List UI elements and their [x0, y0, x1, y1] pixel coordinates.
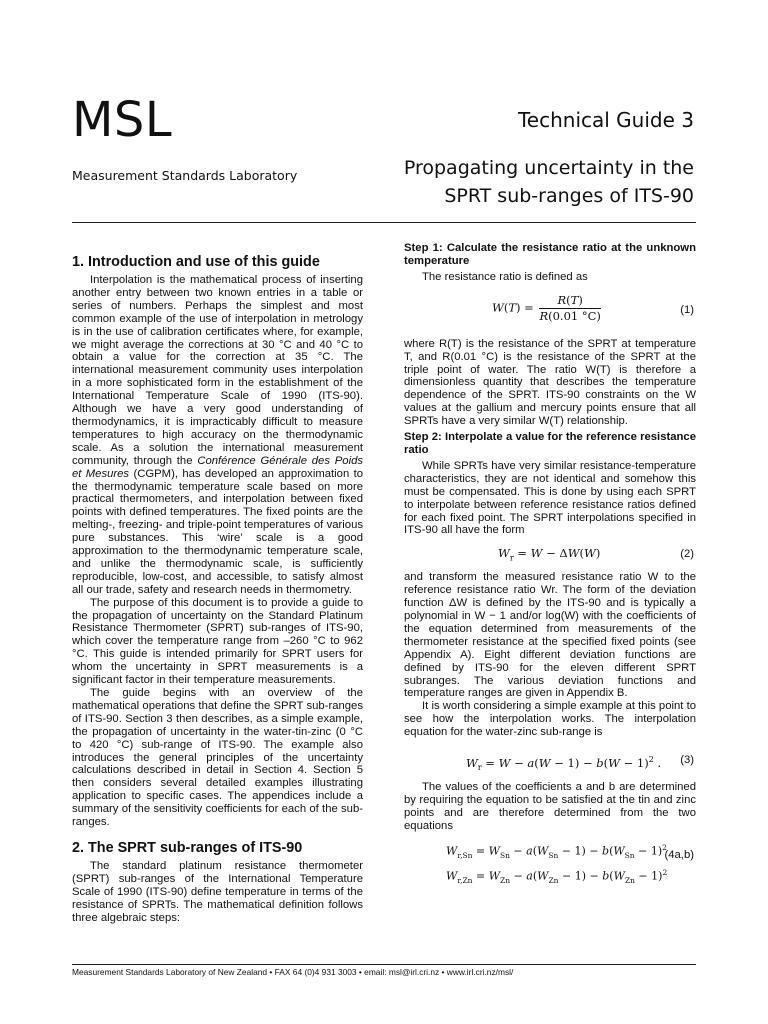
section-1-heading: 1. Introduction and use of this guide	[72, 254, 320, 270]
title-line-2: SPRT sub-ranges of ITS-90	[444, 185, 694, 207]
organization-name: Measurement Standards Laboratory	[72, 168, 298, 183]
step-1-explanation: where R(T) is the resistance of the SPRT at temperature T, and R(0.01 °C) is the resistance of the SPRT at the triple point of water. The ratio W(T) is therefore a dimensionless quantity that describes the temperature dependence of the SPRT. ITS-90 constraints on the W values at the gallium and mercury points ensure that all SPRTs have a very similar W(T) relationship.	[404, 337, 696, 428]
step-2-paragraph-3: It is worth considering a simple example at this point to see how the interpolation works. The interpolation equation for the water-zinc sub-range is	[404, 700, 696, 739]
equation-2: $W_r = W - \Delta W(W)$ (2)	[498, 546, 694, 563]
intro-paragraph-2: The purpose of this document is to provide a guide to the propagation of uncertainty on the Standard Platinum Resistance Thermometer (SPRT) sub-ranges of ITS-90, which cover the temperature range from –260 °C to 962 °C. This guide is intended primarily for SPRT users for whom the uncertainty in SPRT measurements is a significant factor in their temperature measurements.	[72, 596, 363, 687]
intro-paragraph-3: The guide begins with an overview of the mathematical operations that define the SPRT sub-ranges of ITS-90. Section 3 then describes, as a simple example, the propagation of uncertainty in the water-tin-zinc (0 °C to 420 °C) sub-range of ITS-90. The example also introduces the general principles of the uncertainty calculations described in detail in Section 4. Section 5 then considers several detailed examples illustrating application to specific cases. The appendices include a summary of the sensitivity coefficients for each of the sub-ranges.	[72, 687, 363, 829]
left-column	[72, 254, 363, 925]
msl-logo: MSL	[72, 92, 173, 148]
guide-label: Technical Guide 3	[517, 108, 694, 132]
footer-contact: Measurement Standards Laboratory of New Zealand • FAX 64 (0)4 931 3003 • email: msl@irl.cri.nz • www.irl.cri.nz/msl/	[72, 967, 514, 977]
equation-2-number: (2)	[680, 548, 694, 561]
title-line-1: Propagating uncertainty in the	[403, 157, 694, 179]
equation-4-number: (4a,b)	[664, 848, 694, 861]
section-2-paragraph: The standard platinum resistance thermometer (SPRT) sub-ranges of the International Temperature Scale of 1990 (ITS-90) define temperature in terms of the resistance of SPRTs. The mathematical definition follows three algebraic steps:	[72, 859, 363, 924]
header-divider	[72, 222, 696, 223]
step-2-paragraph-2: and transform the measured resistance ratio W to the reference resistance ratio Wr. The form of the deviation function ΔW is defined by the ITS-90 and is typically a polynomial in W − 1 and/or log(W) with the coefficients of the equation determined from measurements of the thermometer resistance at the specified fixed points (see Appendix A). Eight different deviation functions are defined by ITS-90 for the eleven different SPRT subranges. The various deviation functions and temperature ranges are given in Appendix B.	[404, 571, 696, 700]
equation-3-number: (3)	[680, 754, 694, 767]
section-2-heading: 2. The SPRT sub-ranges of ITS-90	[72, 839, 303, 856]
equation-4: $W_{r,Sn} = W_{Sn} - a(W_{Sn} - 1) - b(W_{Sn} - 1)^2$ $W_{r,Zn} = W_{Zn} - a(W_{Zn} - 1) - b(W_{Zn} - 1)^2$ (4a,b)	[446, 842, 694, 885]
equation-3: $W_r = W - a(W - 1) - b(W - 1)^2$ . (3)	[466, 754, 694, 773]
right-column	[404, 242, 696, 885]
equation-1: W(T) = $\frac{R(T)}{R(0.01 ^\circ C)}$ (1)	[492, 292, 694, 323]
step-1-intro: The resistance ratio is defined as	[422, 270, 588, 283]
intro-paragraph-1: Interpolation is the mathematical process of inserting another entry between two known entries in a table or series of numbers. Perhaps the simplest and most common example of the use of interpolation in metrology is in the use of calibration certificates where, for example, we might average the corrections at 30 °C and 40 °C to obtain a value for the correction at 35 °C. The international measurement community uses interpolation in a more sophisticated form in the establishment of the International Temperature Scale of 1990 (ITS-90). Although we have a very good understanding of thermodynamics, it is impracticably difficult to measure temperatures to high accuracy on the thermodynamic scale. As a solution the international measurement community, through the Conférence Générale des Poids et Mesures (CGPM), has developed an approximation to the thermodynamic temperature scale based on more practical thermometers, and interpolation between fixed points with defined temperatures. The fixed points are the melting-, freezing- and triple-point temperatures of various pure substances. This ‘wire’ scale is a good approximation to the thermodynamic temperature scale, and unlike the thermodynamic scale, is sufficiently reproducible, low-cost, and accessible, to satisfy almost all our trade, safety and research needs in thermometry.	[72, 274, 364, 596]
document-title	[334, 154, 694, 210]
step-1-heading: Step 1: Calculate the resistance ratio at the unknown temperature	[404, 242, 696, 267]
step-2-paragraph-1: While SPRTs have very similar resistance-temperature characteristics, they are not identical and somehow this must be compensated. This is done by using each SPRT to interpolate between reference resistance ratios defined for each fixed point. The SPRT interpolations specified in ITS-90 all have the form	[404, 459, 696, 537]
equation-1-number: (1)	[680, 303, 694, 316]
step-2-heading: Step 2: Interpolate a value for the reference resistance ratio	[404, 431, 696, 456]
footer-divider	[72, 964, 696, 965]
step-2-paragraph-4: The values of the coefficients a and b are determined by requiring the equation to be satisfied at the tin and zinc points and are therefore determined from the two equations	[404, 781, 696, 832]
